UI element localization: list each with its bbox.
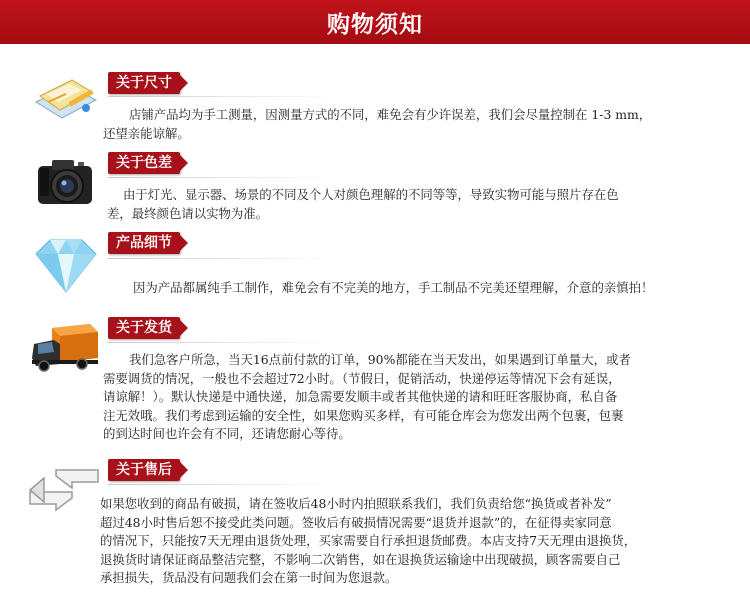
body-line: 店铺产品均为手工测量，因测量方式的不同，难免会有少许误差，我们会尽量控制在 1-3 mm， [129, 107, 652, 122]
body-line: 的到达时间也许会有不同，还请您耐心等待。 [103, 426, 351, 441]
section-divider [108, 96, 338, 97]
exchange-arrows-icon [26, 466, 102, 514]
ruler-blueprint-icon [30, 72, 102, 122]
body-line: 需要调货的情况，一般也不会超过72小时。（节假日，促销活动，快递停运等情况下会有延误， [103, 370, 621, 386]
section-tag: 关于尺寸 [108, 72, 180, 94]
section-body [103, 106, 651, 143]
body-line: 差，最终颜色请以实物为准。 [107, 205, 269, 221]
body-line: 因为产品都属纯手工制作，难免会有不完美的地方，手工制品不完美还望理解，介意的亲慎拍！ [133, 280, 654, 295]
body-line: 超过48小时售后恕不接受此类问题。签收后有破损情况需要“退货并退款”的，在征得卖家同意 [100, 514, 612, 530]
section-divider [108, 484, 338, 485]
section-tag: 关于售后 [108, 459, 180, 481]
body-line: 承担损失，货品没有问题我们会在第一时间为您退款。 [100, 570, 398, 585]
body-line: 的情况下，只能按7天无理由退货处理，买家需要自行承担退货邮费。本店支持7天无理由退换货， [100, 533, 637, 548]
body-line: 注无效哦。我们考虑到运输的安全性，如果您购买多样，有可能仓库会为您发出两个包裹，包裹 [103, 407, 624, 423]
body-line: 如果您收到的商品有破损，请在签收后48小时内拍照联系我们，我们负责给您“换货或者补发” [100, 496, 612, 511]
body-line: 请谅解！）。默认快递是中通快递，加急需要发顺丰或者其他快递的请和旺旺客服协商，私自备 [103, 389, 618, 404]
section-body [100, 495, 636, 588]
section-divider [108, 177, 338, 178]
body-line: 我们急客户所急，当天16点前付款的订单，90%都能在当天发出，如果遇到订单量大，或者 [129, 352, 631, 367]
section-tag: 关于发货 [108, 317, 180, 339]
diamond-icon [32, 236, 100, 296]
body-line: 由于灯光、显示器、场景的不同及个人对颜色理解的不同等等，导致实物可能与照片存在色 [123, 187, 619, 202]
header-banner [0, 0, 750, 44]
body-line: 还望亲能谅解。 [103, 125, 190, 141]
section-tag: 关于色差 [108, 152, 180, 174]
section-body [103, 351, 631, 444]
section-body [103, 279, 653, 298]
camera-icon [34, 156, 96, 208]
section-body [103, 186, 619, 223]
body-line: 退换货时请保证商品整洁完整，不影响二次销售，如在退换货运输途中出现破损，顾客需要自己 [100, 551, 621, 567]
page-title: 购物须知 [327, 12, 423, 38]
delivery-truck-icon [30, 322, 102, 374]
section-tag: 产品细节 [108, 232, 180, 254]
section-divider [108, 258, 338, 259]
section-divider [108, 342, 338, 343]
